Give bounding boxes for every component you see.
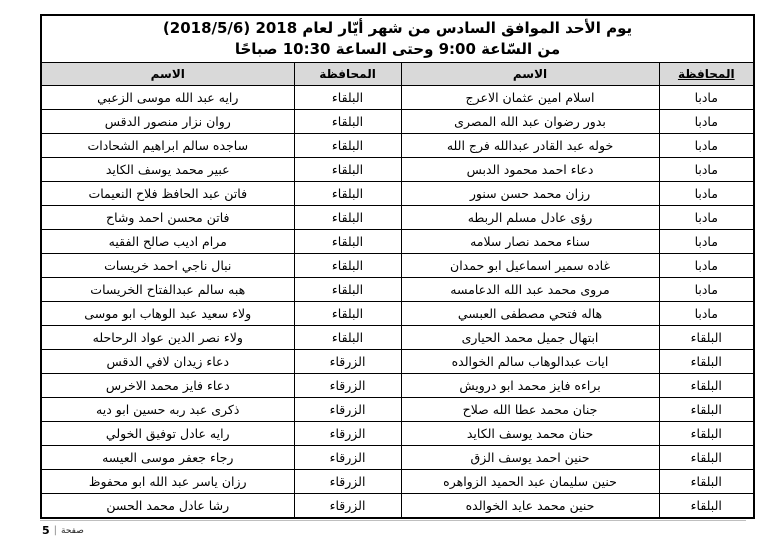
name-cell-left: فاتن محسن احمد وشاح (41, 206, 294, 230)
governorate-cell-right: البلقاء (659, 374, 754, 398)
name-cell-left: ولاء سعيد عبد الوهاب ابو موسى (41, 302, 294, 326)
name-cell-right: خوله عبد القادر عبدالله فرج الله (401, 134, 659, 158)
governorate-cell-left: الزرقاء (294, 398, 401, 422)
name-cell-left: فاتن عبد الحافظ فلاح النعيمات (41, 182, 294, 206)
column-header-row (41, 63, 754, 86)
table-row (41, 158, 754, 182)
governorate-cell-right: مادبا (659, 110, 754, 134)
name-cell-left: ولاء نصر الدين عواد الرحاحله (41, 326, 294, 350)
name-cell-left: رزان ياسر عبد الله ابو محفوظ (41, 470, 294, 494)
name-cell-right: هاله فتحي مصطفى العبسي (401, 302, 659, 326)
name-cell-right: براءه فايز محمد ابو درويش (401, 374, 659, 398)
name-cell-left: رشا عادل محمد الحسن (41, 494, 294, 519)
governorate-cell-left: البلقاء (294, 278, 401, 302)
table-row (41, 470, 754, 494)
table-row (41, 398, 754, 422)
name-cell-right: حنين محمد عايد الخوالده (401, 494, 659, 519)
governorate-cell-right: البلقاء (659, 494, 754, 519)
governorate-cell-right: البلقاء (659, 398, 754, 422)
governorate-cell-left: البلقاء (294, 182, 401, 206)
governorate-cell-left: البلقاء (294, 206, 401, 230)
name-cell-left: هبه سالم عبدالفتاح الخريسات (41, 278, 294, 302)
name-cell-right: مروى محمد عبد الله الدعامسه (401, 278, 659, 302)
governorate-cell-right: مادبا (659, 134, 754, 158)
table-row (41, 134, 754, 158)
table-row (41, 206, 754, 230)
table-row (41, 182, 754, 206)
table-row (41, 326, 754, 350)
table-row (41, 230, 754, 254)
title-line-1: يوم الأحد الموافق السادس من شهر أيّار لعام 2018 (2018/5/6) (162, 19, 633, 37)
governorate-cell-left: البلقاء (294, 158, 401, 182)
governorate-cell-right: مادبا (659, 230, 754, 254)
governorate-cell-left: البلقاء (294, 254, 401, 278)
header-name-left: الاسم (41, 63, 294, 86)
name-cell-left: نبال ناجي احمد خريسات (41, 254, 294, 278)
governorate-cell-left: البلقاء (294, 134, 401, 158)
table-row (41, 86, 754, 110)
governorate-cell-right: مادبا (659, 182, 754, 206)
governorate-cell-left: البلقاء (294, 230, 401, 254)
name-cell-left: ذكرى عبد ربه حسين ابو ديه (41, 398, 294, 422)
table-row (41, 254, 754, 278)
schedule-table (40, 14, 755, 519)
table-row (41, 110, 754, 134)
governorate-cell-left: الزرقاء (294, 446, 401, 470)
governorate-cell-right: مادبا (659, 86, 754, 110)
governorate-cell-left: الزرقاء (294, 374, 401, 398)
name-cell-right: اسلام امين عثمان الاعرج (401, 86, 659, 110)
name-cell-right: جنان محمد عطا الله صلاح (401, 398, 659, 422)
name-cell-left: عبير محمد يوسف الكايد (41, 158, 294, 182)
governorate-cell-left: البلقاء (294, 302, 401, 326)
footer-divider: | (53, 525, 58, 536)
name-cell-left: رايه عادل توفيق الخولي (41, 422, 294, 446)
table-row (41, 350, 754, 374)
title-line-2: من السّاعة 9:00 وحتى الساعة 10:30 صباحًا (234, 40, 561, 58)
name-cell-left: دعاء فايز محمد الاخرس (41, 374, 294, 398)
header-governorate-left: المحافظة (294, 63, 401, 86)
governorate-cell-right: البلقاء (659, 350, 754, 374)
governorate-cell-left: الزرقاء (294, 422, 401, 446)
footer-separator-line (40, 520, 746, 521)
governorate-cell-left: البلقاء (294, 110, 401, 134)
name-cell-right: رؤى عادل مسلم الربطه (401, 206, 659, 230)
table-row (41, 446, 754, 470)
governorate-cell-right: مادبا (659, 254, 754, 278)
governorate-cell-right: مادبا (659, 158, 754, 182)
name-cell-left: رجاء جعفر موسى العيسه (41, 446, 294, 470)
governorate-cell-left: البلقاء (294, 86, 401, 110)
name-cell-right: سناء محمد نصار سلامه (401, 230, 659, 254)
governorate-cell-left: الزرقاء (294, 494, 401, 519)
table-row (41, 422, 754, 446)
governorate-cell-right: مادبا (659, 278, 754, 302)
page-footer (42, 524, 84, 537)
name-cell-right: دعاء احمد محمود الدبس (401, 158, 659, 182)
table-title (41, 15, 754, 63)
governorate-cell-right: مادبا (659, 206, 754, 230)
page-word: صفحة (61, 525, 84, 536)
governorate-cell-left: الزرقاء (294, 470, 401, 494)
name-cell-left: دعاء زيدان لافي الدقس (41, 350, 294, 374)
title-row (41, 15, 754, 63)
name-cell-right: حنين احمد يوسف الزق (401, 446, 659, 470)
name-cell-right: حنان محمد يوسف الكايد (401, 422, 659, 446)
page-number: 5 (42, 524, 50, 537)
table-row (41, 374, 754, 398)
header-governorate-right: المحافظة (659, 63, 754, 86)
governorate-cell-right: البلقاء (659, 422, 754, 446)
name-cell-left: رايه عبد الله موسى الزعبي (41, 86, 294, 110)
name-cell-right: ابتهال جميل محمد الحيارى (401, 326, 659, 350)
table-row (41, 494, 754, 519)
name-cell-left: روان نزار منصور الدقس (41, 110, 294, 134)
name-cell-left: مرام اديب صالح الفقيه (41, 230, 294, 254)
table-row (41, 302, 754, 326)
governorate-cell-right: البلقاء (659, 446, 754, 470)
name-cell-right: حنين سليمان عبد الحميد الزواهره (401, 470, 659, 494)
governorate-cell-right: مادبا (659, 302, 754, 326)
governorate-cell-right: البلقاء (659, 470, 754, 494)
header-name-right: الاسم (401, 63, 659, 86)
table-body (41, 86, 754, 519)
name-cell-right: ايات عبدالوهاب سالم الخوالده (401, 350, 659, 374)
governorate-cell-right: البلقاء (659, 326, 754, 350)
name-cell-right: بدور رضوان عبد الله المصرى (401, 110, 659, 134)
name-cell-right: رزان محمد حسن سنور (401, 182, 659, 206)
table-row (41, 278, 754, 302)
name-cell-right: غاده سمير اسماعيل ابو حمدان (401, 254, 659, 278)
governorate-cell-left: البلقاء (294, 326, 401, 350)
governorate-cell-left: الزرقاء (294, 350, 401, 374)
name-cell-left: ساجده سالم ابراهيم الشحادات (41, 134, 294, 158)
